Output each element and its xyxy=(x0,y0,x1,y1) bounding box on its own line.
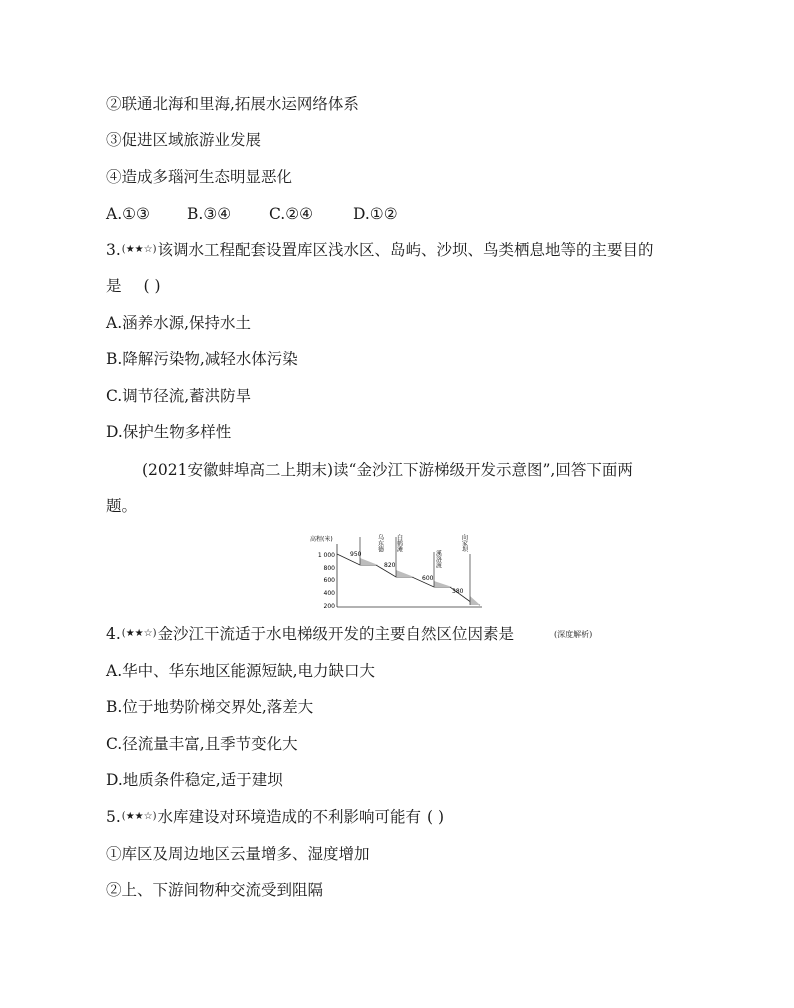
reservoir-1 xyxy=(360,558,378,565)
q3-stem xyxy=(106,240,654,260)
q2-option-c: C.②④ xyxy=(269,205,314,223)
elevation-label: 380 xyxy=(452,588,464,595)
q4-option-c: C.径流量丰富,且季节变化大 xyxy=(106,735,298,753)
q5-number: 5. xyxy=(106,808,121,826)
q4-text: 金沙江干流适于水电梯级开发的主要自然区位因素是 xyxy=(157,625,515,643)
q4-option-a: A.华中、华东地区能源短缺,电力缺口大 xyxy=(106,662,376,680)
station-name: 白鹤滩 xyxy=(395,534,403,552)
q3-text-cont: 是 xyxy=(106,277,122,295)
reservoir-2 xyxy=(396,570,414,577)
q2-option-a: A.①③ xyxy=(106,205,150,223)
station-name: 向家坝 xyxy=(460,534,468,552)
q4-option-d: D.地质条件稳定,适于建坝 xyxy=(106,771,283,789)
station-name: 乌东德 xyxy=(376,534,384,552)
y-tick-label: 800 xyxy=(323,565,335,572)
y-tick-label: 1 000 xyxy=(317,552,335,559)
y-tick-label: 600 xyxy=(323,577,335,584)
elevation-label: 600 xyxy=(422,575,434,582)
answer-parenthesis: ( ) xyxy=(427,808,445,826)
difficulty-stars: (★★☆) xyxy=(121,244,157,255)
elevation-label: 950 xyxy=(350,551,362,558)
elevation-label: 820 xyxy=(384,562,396,569)
statement-4: ④造成多瑙河生态明显恶化 xyxy=(106,168,293,186)
answer-parenthesis: ( ) xyxy=(143,277,161,295)
y-tick-label: 200 xyxy=(323,603,335,610)
q3-number: 3. xyxy=(106,241,121,259)
source-tag: (深度解析) xyxy=(554,630,593,639)
q5-stem xyxy=(106,807,444,827)
q5-text: 水库建设对环境造成的不利影响可能有 xyxy=(157,808,422,826)
intro-line-2: 题。 xyxy=(106,497,138,515)
q3-option-a: A.涵养水源,保持水土 xyxy=(106,314,252,332)
river-profile xyxy=(337,554,480,605)
intro-line-1: (2021安徽蚌埠高二上期末)读“金沙江下游梯级开发示意图”,回答下面两 xyxy=(142,461,633,479)
difficulty-stars: (★★☆) xyxy=(121,628,157,639)
y-tick-label: 400 xyxy=(323,590,335,597)
q2-option-d: D.①② xyxy=(353,205,398,223)
statement-3: ③促进区域旅游业发展 xyxy=(106,131,262,149)
reservoir-4 xyxy=(470,596,480,605)
q3-option-b: B.降解污染物,减轻水体污染 xyxy=(106,350,298,368)
y-axis-label: 高程(米) xyxy=(310,536,333,543)
difficulty-stars: (★★☆) xyxy=(121,811,157,822)
q3-stem-cont xyxy=(106,276,161,296)
q3-option-d: D.保护生物多样性 xyxy=(106,423,232,441)
q4-option-b: B.位于地势阶梯交界处,落差大 xyxy=(106,698,314,716)
q4-stem xyxy=(106,624,592,645)
cascade-diagram xyxy=(300,532,490,612)
reservoir-3 xyxy=(434,581,452,587)
q2-options xyxy=(106,204,398,224)
station-name: 溪洛渡 xyxy=(434,550,442,568)
q2-option-b: B.③④ xyxy=(187,205,232,223)
statement-2: ②联通北海和里海,拓展水运网络体系 xyxy=(106,95,359,113)
q3-text: 该调水工程配套设置库区浅水区、岛屿、沙坝、鸟类栖息地等的主要目的 xyxy=(157,241,654,259)
q4-number: 4. xyxy=(106,625,121,643)
q5-item-2: ②上、下游间物种交流受到阻隔 xyxy=(106,881,324,899)
q3-option-c: C.调节径流,蓄洪防旱 xyxy=(106,387,252,405)
q5-item-1: ①库区及周边地区云量增多、湿度增加 xyxy=(106,845,370,863)
